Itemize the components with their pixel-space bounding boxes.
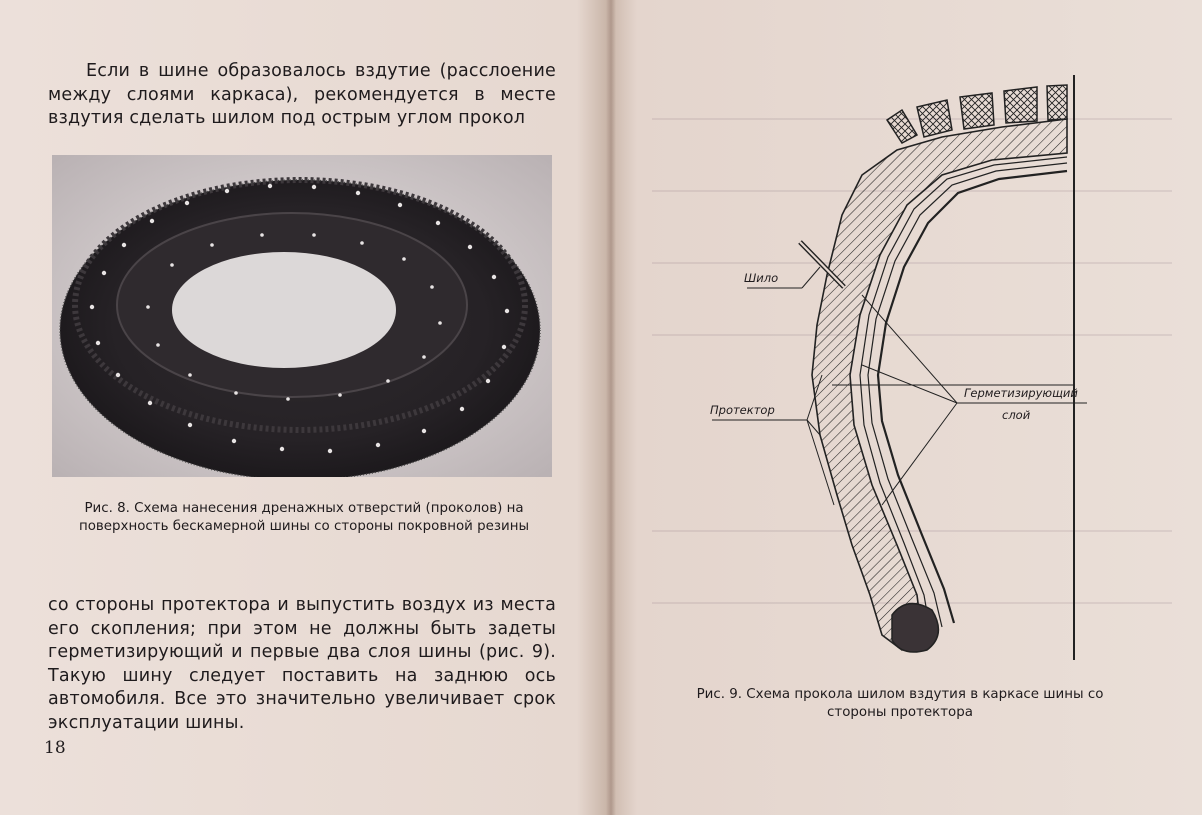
page-number: 18 [44, 738, 66, 758]
right-page [612, 0, 1202, 815]
label-tread: Протектор [710, 403, 775, 417]
label-sealing-layer-line1: Герметизирующий [964, 386, 1078, 400]
tire-center-hole [172, 252, 396, 368]
paragraph-top: Если в шине образовалось вздутие (расслоение между слоями каркаса), рекомендуется в месте вздутия сделать шилом под острым углом прокол [48, 61, 556, 128]
label-sealing-layer-line2: слой [1002, 408, 1031, 422]
tire-cross-section-diagram [702, 75, 1182, 675]
bead [892, 604, 938, 652]
label-awl: Шило [744, 271, 779, 285]
figure-8-caption: Рис. 8. Схема нанесения дренажных отверстий (проколов) на поверхность бескамерной шины со стороны покровной резины [78, 501, 530, 534]
paragraph-bottom: со стороны протектора и выпустить воздух из места его скопления; при этом не должны быть задеты герметизирующий и первые два слоя шины (рис. 9). Такую шину следует поставить на заднюю ось автомобиля. Все это значительно увеличивает срок эксплуатации шины. [48, 595, 556, 733]
figure-9-caption: Рис. 9. Схема прокола шилом вздутия в каркасе шины со стороны протектора [696, 687, 1104, 720]
tire-photo [52, 155, 552, 477]
